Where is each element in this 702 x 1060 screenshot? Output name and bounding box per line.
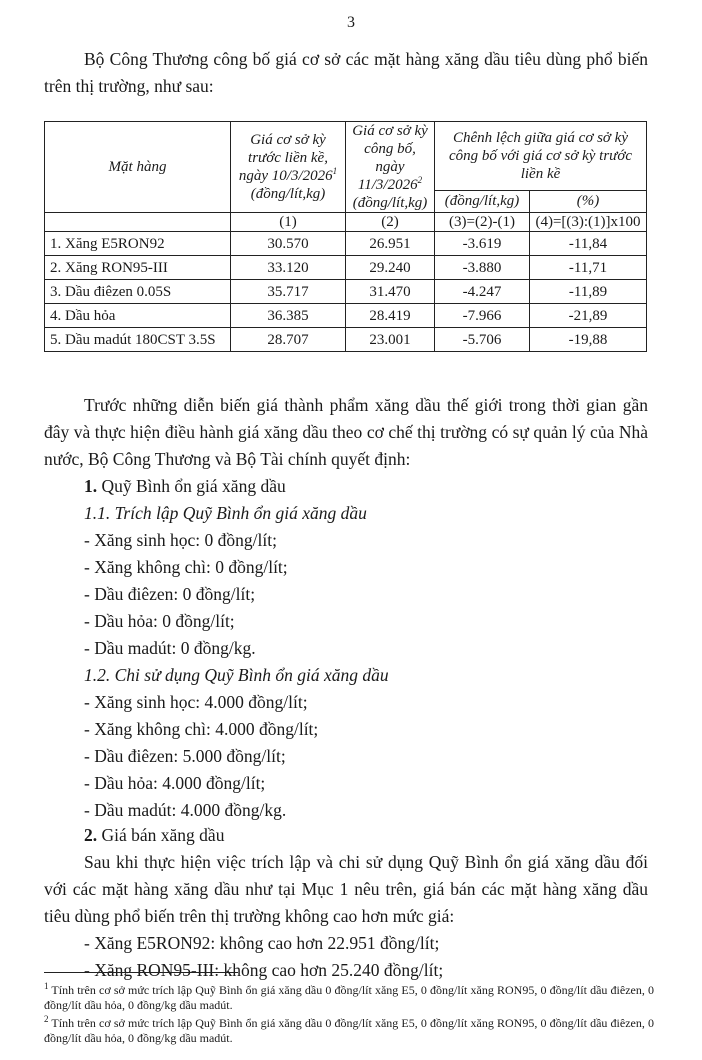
cell-diff: -5.706 <box>435 328 530 352</box>
cell-diff: -3.880 <box>435 256 530 280</box>
cell-prev: 33.120 <box>231 256 346 280</box>
section-1-2-heading: 1.2. Chi sử dụng Quỹ Bình ổn giá xăng dầu <box>84 665 389 685</box>
table-row <box>45 328 647 352</box>
formula-col3: (3)=(2)-(1) <box>435 213 530 232</box>
list-item: - Dầu điêzen: 0 đồng/lít; <box>84 584 256 604</box>
list-item: - Dầu hỏa: 4.000 đồng/lít; <box>84 773 266 793</box>
cell-prev: 28.707 <box>231 328 346 352</box>
header-item: Mặt hàng <box>45 122 231 213</box>
cell-pct: -19,88 <box>530 328 647 352</box>
cell-new: 31.470 <box>346 280 435 304</box>
cell-prev: 30.570 <box>231 232 346 256</box>
list-item: - Xăng không chì: 4.000 đồng/lít; <box>84 719 319 739</box>
cell-item: 5. Dầu madút 180CST 3.5S <box>45 328 231 352</box>
cell-pct: -11,84 <box>530 232 647 256</box>
cell-diff: -7.966 <box>435 304 530 328</box>
retail-price-paragraph: Sau khi thực hiện việc trích lập và chi sử dụng Quỹ Bình ổn giá xăng dầu đối với các mặt hàng xăng dầu như tại Mục 1 nêu trên, giá bán các mặt hàng xăng dầu tiêu dùng phổ biến trên thị trường không cao hơn mức giá: <box>44 852 648 926</box>
cell-pct: -11,89 <box>530 280 647 304</box>
table-row <box>45 232 647 256</box>
footnote: $^1$ Tính trên cơ sở mức trích lập Quỹ Bình ổn giá xăng dầu 0 đồng/lít xăng E5, 0 đồng/lít xăng RON95, 0 đồng/lít dầu điêzen, 0 đồng/lít dầu hỏa, 0 đồng/kg dầu madút. <box>44 981 654 1012</box>
formula-col1: (1) <box>231 213 346 232</box>
header-diff-abs: (đồng/lít,kg) <box>435 190 530 212</box>
list-item: - Xăng không chì: 0 đồng/lít; <box>84 557 288 577</box>
cell-item: 4. Dầu hỏa <box>45 304 231 328</box>
list-item: - Dầu madút: 0 đồng/kg. <box>84 638 256 658</box>
list-item: - Xăng sinh học: 0 đồng/lít; <box>84 530 277 550</box>
formula-item <box>45 213 231 232</box>
cell-prev: 36.385 <box>231 304 346 328</box>
section-1-1-heading: 1.1. Trích lập Quỹ Bình ổn giá xăng dầu <box>84 503 367 523</box>
cell-item: 1. Xăng E5RON92 <box>45 232 231 256</box>
cell-item: 2. Xăng RON95-III <box>45 256 231 280</box>
intro-text: Bộ Công Thương công bố giá cơ sở các mặt hàng xăng dầu tiêu dùng phổ biến trên thị trường, như sau: <box>44 49 648 96</box>
section-2-heading: 2. Giá bán xăng dầu <box>84 825 225 845</box>
header-prev-price: Giá cơ sở kỳ trước liền kề, ngày 10/3/2026$^1$ (đồng/lít,kg) <box>231 122 346 213</box>
cell-item: 3. Dầu điêzen 0.05S <box>45 280 231 304</box>
cell-prev: 35.717 <box>231 280 346 304</box>
list-item: - Xăng sinh học: 4.000 đồng/lít; <box>84 692 308 712</box>
footnote-divider <box>44 972 238 973</box>
header-diff: Chênh lệch giữa giá cơ sở kỳ công bố với giá cơ sở kỳ trước liền kề <box>435 122 647 191</box>
page-number: 3 <box>347 14 355 31</box>
cell-new: 26.951 <box>346 232 435 256</box>
header-new-price: Giá cơ sở kỳ công bố, ngày 11/3/2026$^2$ (đồng/lít,kg) <box>346 122 435 213</box>
table-row <box>45 304 647 328</box>
cell-new: 28.419 <box>346 304 435 328</box>
list-item: - Xăng E5RON92: không cao hơn 22.951 đồng/lít; <box>84 933 440 953</box>
table-row <box>45 280 647 304</box>
cell-pct: -11,71 <box>530 256 647 280</box>
cell-diff: -4.247 <box>435 280 530 304</box>
cell-pct: -21,89 <box>530 304 647 328</box>
table-row <box>45 256 647 280</box>
formula-col4: (4)=[(3):(1)]x100 <box>530 213 647 232</box>
formula-col2: (2) <box>346 213 435 232</box>
footnote: $^2$ Tính trên cơ sở mức trích lập Quỹ Bình ổn giá xăng dầu 0 đồng/lít xăng E5, 0 đồng/lít xăng RON95, 0 đồng/lít dầu điêzen, 0 đồng/lít dầu hỏa, 0 đồng/kg dầu madút. <box>44 1014 654 1045</box>
list-item: - Dầu hỏa: 0 đồng/lít; <box>84 611 235 631</box>
header-diff-pct: (%) <box>530 190 647 212</box>
list-item: - Dầu điêzen: 5.000 đồng/lít; <box>84 746 286 766</box>
list-item: - Dầu madút: 4.000 đồng/kg. <box>84 800 287 820</box>
decision-paragraph: Trước những diễn biến giá thành phẩm xăng dầu thế giới trong thời gian gần đây và thực hiện điều hành giá xăng dầu theo cơ chế thị trường có sự quản lý của Nhà nước, Bộ Công Thương và Bộ Tài chính quyết định: <box>44 395 648 469</box>
cell-new: 23.001 <box>346 328 435 352</box>
intro-paragraph <box>44 46 648 100</box>
base-price-table <box>44 121 647 352</box>
section-1-heading: 1. Quỹ Bình ổn giá xăng dầu <box>84 476 286 496</box>
list-item: - Xăng RON95-III: không cao hơn 25.240 đồng/lít; <box>84 960 444 980</box>
cell-new: 29.240 <box>346 256 435 280</box>
cell-diff: -3.619 <box>435 232 530 256</box>
